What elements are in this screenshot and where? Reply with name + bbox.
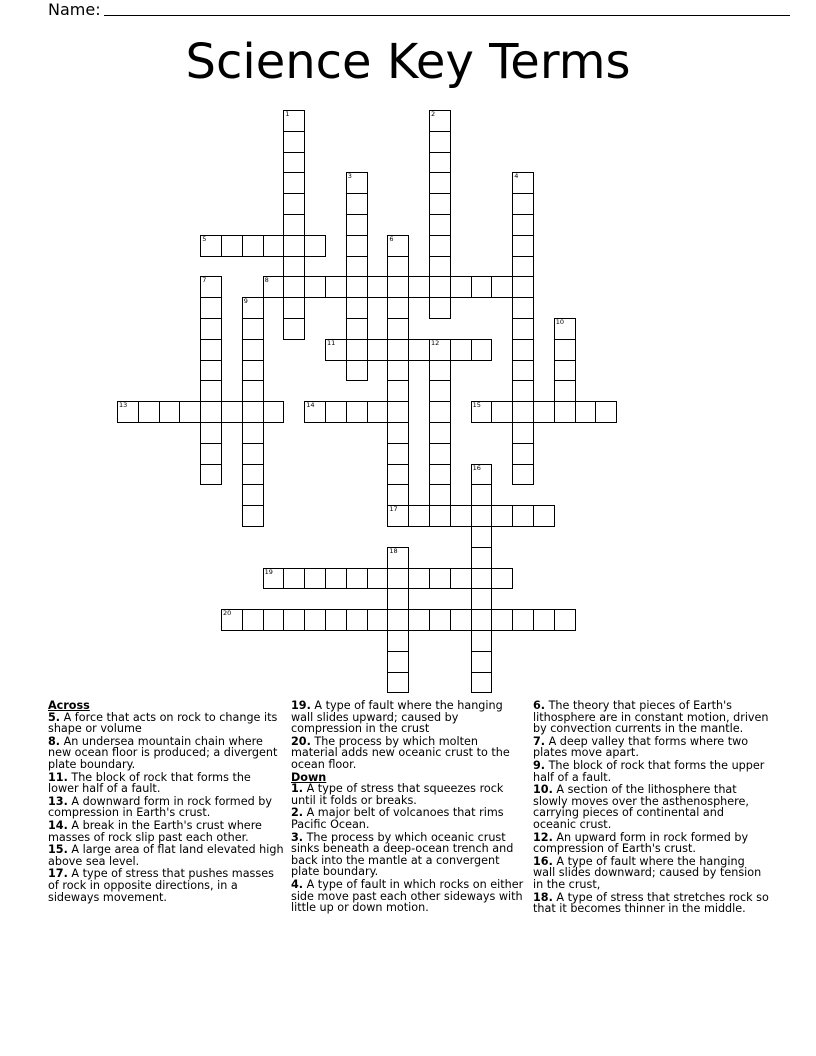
- crossword-cell[interactable]: [554, 380, 576, 402]
- clue-text: An upward form in rock formed by compression of Earth's crust.: [533, 830, 749, 856]
- crossword-cell[interactable]: [325, 609, 347, 631]
- crossword-cell[interactable]: [408, 276, 430, 298]
- clue-text: A section of the lithosphere that slowly moves over the asthenosphere, carrying pieces of continental and oceanic crust.: [533, 783, 749, 831]
- crossword-cell[interactable]: [200, 318, 222, 340]
- crossword-cell[interactable]: [450, 339, 472, 361]
- crossword-cell[interactable]: [346, 172, 368, 194]
- crossword-cell[interactable]: [179, 401, 201, 423]
- clue-number: 12.: [533, 830, 553, 844]
- clue-number: 12: [431, 338, 440, 347]
- crossword-cell[interactable]: [512, 297, 534, 319]
- crossword-cell[interactable]: [429, 360, 451, 382]
- down-clue: [291, 832, 527, 878]
- clue-text: A type of stress that squeezes rock until it folds or breaks.: [291, 782, 504, 807]
- crossword-cell[interactable]: [512, 401, 534, 423]
- down-clue: [533, 736, 769, 759]
- crossword-cell[interactable]: [346, 193, 368, 215]
- crossword-cell[interactable]: [200, 339, 222, 361]
- crossword-cell[interactable]: [512, 214, 534, 236]
- crossword-cell[interactable]: [200, 235, 222, 257]
- clues-column-3: [533, 700, 769, 916]
- crossword-cell[interactable]: [429, 505, 451, 527]
- crossword-cell[interactable]: [471, 526, 493, 548]
- down-clue: [291, 783, 527, 806]
- crossword-cell[interactable]: [512, 172, 534, 194]
- crossword-cell[interactable]: [387, 443, 409, 465]
- crossword-cell[interactable]: [429, 214, 451, 236]
- clue-number: 10: [555, 318, 565, 326]
- crossword-cell[interactable]: [325, 568, 347, 590]
- crossword-cell[interactable]: [429, 339, 451, 361]
- crossword-cell[interactable]: [304, 568, 326, 590]
- crossword-cell[interactable]: [387, 235, 409, 257]
- crossword-cell[interactable]: [408, 339, 430, 361]
- crossword-cell[interactable]: [512, 464, 534, 486]
- crossword-cell[interactable]: [367, 609, 389, 631]
- clue-number: 7.: [533, 734, 546, 748]
- clue-number: 8.: [48, 734, 61, 748]
- crossword-cell[interactable]: [387, 651, 409, 673]
- across-clue: [291, 700, 527, 735]
- crossword-cell[interactable]: [242, 443, 264, 465]
- crossword-cell[interactable]: [200, 464, 222, 486]
- crossword-cell[interactable]: [387, 360, 409, 382]
- crossword-cell[interactable]: [242, 422, 264, 444]
- clue-number: 5: [202, 234, 207, 243]
- clue-number: 19.: [291, 699, 311, 712]
- crossword-cell[interactable]: [554, 401, 576, 423]
- crossword-cell[interactable]: [471, 505, 493, 527]
- crossword-cell[interactable]: [387, 256, 409, 278]
- crossword-cell[interactable]: [159, 401, 181, 423]
- crossword-cell[interactable]: [387, 380, 409, 402]
- clue-number: 3.: [291, 830, 304, 844]
- crossword-cell[interactable]: [491, 276, 513, 298]
- across-clue: [48, 868, 284, 903]
- crossword-cell[interactable]: [242, 339, 264, 361]
- crossword-cell[interactable]: [200, 422, 222, 444]
- crossword-cell[interactable]: [242, 297, 264, 319]
- crossword-cell[interactable]: [263, 235, 285, 257]
- crossword-cell[interactable]: [533, 609, 555, 631]
- crossword-cell[interactable]: [429, 276, 451, 298]
- clue-number: 16.: [533, 854, 553, 868]
- crossword-cell[interactable]: [263, 609, 285, 631]
- crossword-cell[interactable]: [367, 276, 389, 298]
- crossword-cell[interactable]: [200, 380, 222, 402]
- clue-text: The block of rock that forms the lower half of a fault.: [48, 770, 251, 796]
- crossword-cell[interactable]: [429, 152, 451, 174]
- crossword-cell[interactable]: [283, 193, 305, 215]
- crossword-cell[interactable]: [242, 235, 264, 257]
- crossword-cell[interactable]: [471, 568, 493, 590]
- clue-number: 1.: [291, 782, 304, 796]
- clue-number: 16: [472, 463, 481, 472]
- crossword-cell[interactable]: [242, 401, 264, 423]
- crossword-cell[interactable]: [346, 276, 368, 298]
- clue-number: 10.: [533, 783, 553, 797]
- clue-number: 8: [264, 276, 269, 285]
- crossword-cell[interactable]: [325, 339, 347, 361]
- clue-text: A type of fault in which rocks on either side move past each other sideways with little up or down motion.: [291, 877, 524, 915]
- across-clue: [48, 820, 284, 843]
- crossword-cell[interactable]: [429, 380, 451, 402]
- down-clue: [533, 856, 769, 891]
- crossword-cell[interactable]: [429, 256, 451, 278]
- clue-text: A type of fault where the hanging wall slides downward; caused by tension in the crust,: [533, 854, 762, 891]
- crossword-cell[interactable]: [471, 588, 493, 610]
- clue-number: 17: [389, 505, 398, 514]
- clue-text: The process by which molten material adds new oceanic crust to the ocean floor.: [291, 734, 510, 771]
- crossword-cell[interactable]: [429, 401, 451, 423]
- down-clue: [533, 760, 769, 783]
- crossword-cell[interactable]: [512, 609, 534, 631]
- clue-text: A type of stress that pushes masses of rock in opposite directions, in a sideways movement.: [48, 867, 274, 904]
- crossword-cell[interactable]: [491, 401, 513, 423]
- crossword-cell[interactable]: [242, 609, 264, 631]
- crossword-cell[interactable]: [471, 609, 493, 631]
- crossword-cell[interactable]: [512, 276, 534, 298]
- crossword-cell[interactable]: [429, 609, 451, 631]
- crossword-cell[interactable]: [346, 235, 368, 257]
- clue-number: 15.: [48, 843, 68, 857]
- name-label: Name:: [48, 0, 101, 19]
- clue-text: A force that acts on rock to change its shape or volume: [48, 710, 278, 736]
- crossword-cell[interactable]: [429, 131, 451, 153]
- clue-text: A break in the Earth's crust where masses of rock slip past each other.: [48, 818, 262, 844]
- crossword-cell[interactable]: [387, 422, 409, 444]
- crossword-cell[interactable]: [200, 401, 222, 423]
- crossword-cell[interactable]: [429, 464, 451, 486]
- down-clue: [291, 879, 527, 914]
- crossword-cell[interactable]: [554, 609, 576, 631]
- crossword-cell[interactable]: [387, 568, 409, 590]
- crossword-cell[interactable]: [387, 630, 409, 652]
- crossword-cell[interactable]: [117, 401, 139, 423]
- crossword-cell[interactable]: [346, 297, 368, 319]
- clue-text: An undersea mountain chain where new ocean floor is produced; a divergent plate boundary.: [48, 734, 278, 771]
- crossword-cell[interactable]: [346, 360, 368, 382]
- crossword-cell[interactable]: [367, 339, 389, 361]
- crossword-cell[interactable]: [554, 360, 576, 382]
- crossword-cell[interactable]: [200, 360, 222, 382]
- down-clue: [533, 832, 769, 855]
- crossword-cell[interactable]: [138, 401, 160, 423]
- crossword-cell[interactable]: [346, 318, 368, 340]
- crossword-cell[interactable]: [304, 401, 326, 423]
- crossword-cell[interactable]: [387, 401, 409, 423]
- crossword-cell[interactable]: [408, 505, 430, 527]
- crossword-cell[interactable]: [512, 318, 534, 340]
- crossword-cell[interactable]: [283, 568, 305, 590]
- crossword-cell[interactable]: [283, 152, 305, 174]
- crossword-cell[interactable]: [346, 214, 368, 236]
- clue-number: 14.: [48, 818, 68, 832]
- clue-number: 11.: [48, 770, 68, 784]
- crossword-cell[interactable]: [387, 588, 409, 610]
- clue-number: 18: [389, 546, 398, 555]
- crossword-cell[interactable]: [512, 193, 534, 215]
- clue-number: 18.: [533, 890, 553, 904]
- across-clue: [48, 736, 284, 771]
- crossword-cell[interactable]: [367, 568, 389, 590]
- clue-number: 6: [389, 234, 394, 243]
- clue-number: 3: [347, 172, 352, 181]
- clue-number: 9.: [533, 758, 546, 772]
- crossword-cell[interactable]: [512, 505, 534, 527]
- clue-number: 2.: [291, 806, 304, 820]
- crossword-cell[interactable]: [387, 276, 409, 298]
- clue-number: 19: [264, 567, 273, 576]
- clues-column-1: [48, 700, 284, 904]
- across-clue: [48, 712, 284, 735]
- crossword-cell[interactable]: [491, 609, 513, 631]
- crossword-cell[interactable]: [512, 360, 534, 382]
- crossword-cell[interactable]: [304, 609, 326, 631]
- crossword-cell[interactable]: [283, 318, 305, 340]
- crossword-cell[interactable]: [242, 464, 264, 486]
- crossword-cell[interactable]: [471, 401, 493, 423]
- clue-text: A type of fault where the hanging wall slides upward; caused by compression in the crust: [291, 699, 503, 736]
- crossword-cell[interactable]: [283, 297, 305, 319]
- crossword-cell[interactable]: [429, 568, 451, 590]
- crossword-cell[interactable]: [429, 235, 451, 257]
- clue-number: 9: [243, 297, 248, 306]
- crossword-cell[interactable]: [242, 505, 264, 527]
- crossword-cell[interactable]: [429, 484, 451, 506]
- crossword-cell[interactable]: [491, 505, 513, 527]
- crossword-cell[interactable]: [221, 609, 243, 631]
- crossword-cell[interactable]: [575, 401, 597, 423]
- across-clue: [48, 796, 284, 819]
- crossword-cell[interactable]: [283, 172, 305, 194]
- crossword-cell[interactable]: [346, 339, 368, 361]
- clue-text: A type of stress that stretches rock so that it becomes thinner in the middle.: [533, 890, 769, 916]
- clue-number: 4: [514, 172, 519, 181]
- crossword-cell[interactable]: [387, 297, 409, 319]
- clue-number: 5.: [48, 710, 61, 724]
- page-title: Science Key Terms: [185, 34, 631, 90]
- clue-number: 1: [285, 110, 290, 118]
- crossword-cell[interactable]: [533, 505, 555, 527]
- crossword-cell[interactable]: [283, 214, 305, 236]
- across-clue: [48, 844, 284, 867]
- crossword-cell[interactable]: [471, 630, 493, 652]
- crossword-cell[interactable]: [387, 547, 409, 569]
- clue-number: 15: [472, 401, 481, 410]
- crossword-cell[interactable]: [450, 568, 472, 590]
- crossword-cell[interactable]: [304, 235, 326, 257]
- clue-number: 20: [223, 609, 232, 618]
- crossword-cell[interactable]: [283, 256, 305, 278]
- crossword-cell[interactable]: [512, 339, 534, 361]
- crossword-cell[interactable]: [200, 297, 222, 319]
- clue-text: The block of rock that forms the upper half of a fault.: [533, 758, 765, 784]
- crossword-cell[interactable]: [491, 568, 513, 590]
- clue-number: 13.: [48, 794, 68, 808]
- down-heading: Down: [291, 770, 327, 784]
- crossword-cell[interactable]: [283, 110, 305, 132]
- crossword-cell[interactable]: [471, 651, 493, 673]
- crossword-cell[interactable]: [283, 276, 305, 298]
- crossword-cell[interactable]: [471, 276, 493, 298]
- crossword-cell[interactable]: [387, 609, 409, 631]
- crossword-cell[interactable]: [283, 131, 305, 153]
- clue-text: A large area of flat land elevated high above sea level.: [48, 843, 284, 868]
- crossword-cell[interactable]: [367, 401, 389, 423]
- crossword-cell[interactable]: [408, 568, 430, 590]
- crossword-cell[interactable]: [554, 339, 576, 361]
- crossword-cell[interactable]: [221, 401, 243, 423]
- crossword-cell[interactable]: [512, 380, 534, 402]
- crossword-cell[interactable]: [429, 443, 451, 465]
- crossword-cell[interactable]: [200, 443, 222, 465]
- crossword-cell[interactable]: [471, 672, 493, 694]
- crossword-cell[interactable]: [242, 318, 264, 340]
- crossword-cell[interactable]: [346, 256, 368, 278]
- crossword-cell[interactable]: [429, 297, 451, 319]
- clue-number: 4.: [291, 877, 304, 891]
- clue-number: 7: [202, 276, 207, 285]
- crossword-cell[interactable]: [533, 401, 555, 423]
- crossword-cell[interactable]: [387, 505, 409, 527]
- crossword-cell[interactable]: [242, 484, 264, 506]
- clue-number: 6.: [533, 699, 546, 712]
- across-clue: [48, 772, 284, 795]
- crossword-cell[interactable]: [387, 672, 409, 694]
- crossword-cell[interactable]: [429, 193, 451, 215]
- clue-text: A major belt of volcanoes that rims Pacific Ocean.: [291, 806, 504, 831]
- across-clue: [291, 736, 527, 771]
- crossword-cell[interactable]: [450, 609, 472, 631]
- crossword-cell[interactable]: [512, 443, 534, 465]
- down-clue: [291, 807, 527, 830]
- clues-column-2: [291, 700, 527, 915]
- crossword-cell[interactable]: [242, 360, 264, 382]
- crossword-cell[interactable]: [263, 401, 285, 423]
- crossword-cell[interactable]: [283, 609, 305, 631]
- clue-number: 20.: [291, 734, 311, 748]
- crossword-cell[interactable]: [325, 276, 347, 298]
- across-heading: Across: [48, 699, 90, 712]
- clue-text: The theory that pieces of Earth's lithosphere are in constant motion, driven by convection currents in the mantle.: [533, 699, 769, 736]
- crossword-cell[interactable]: [387, 464, 409, 486]
- down-clue: [533, 784, 769, 830]
- clue-text: The process by which oceanic crust sinks beneath a deep-ocean trench and back into the mantle at a convergent plate boundary.: [291, 830, 514, 879]
- clue-number: 17.: [48, 867, 68, 881]
- crossword-cell[interactable]: [325, 401, 347, 423]
- clue-text: A downward form in rock formed by compression in Earth's crust.: [48, 794, 272, 820]
- crossword-cell[interactable]: [304, 276, 326, 298]
- crossword-cell[interactable]: [429, 110, 451, 132]
- clue-number: 2: [431, 110, 436, 118]
- down-clue: [533, 892, 769, 915]
- clue-text: A deep valley that forms where two plates move apart.: [533, 734, 749, 760]
- crossword-cell[interactable]: [471, 547, 493, 569]
- crossword-cell[interactable]: [554, 318, 576, 340]
- clue-number: 11: [327, 338, 336, 347]
- crossword-cell[interactable]: [387, 318, 409, 340]
- clue-number: 13: [119, 401, 128, 410]
- crossword-cell[interactable]: [471, 484, 493, 506]
- crossword-cell[interactable]: [283, 235, 305, 257]
- crossword-cell[interactable]: [221, 235, 243, 257]
- crossword-cell[interactable]: [471, 464, 493, 486]
- crossword-cell[interactable]: [429, 422, 451, 444]
- down-clue: [533, 700, 769, 735]
- crossword-cell[interactable]: [387, 484, 409, 506]
- crossword-cell[interactable]: [450, 276, 472, 298]
- crossword-cell[interactable]: [263, 568, 285, 590]
- crossword-cell[interactable]: [346, 609, 368, 631]
- crossword-cell[interactable]: [200, 276, 222, 298]
- crossword-cell[interactable]: [471, 339, 493, 361]
- crossword-cell[interactable]: [512, 422, 534, 444]
- clue-number: 14: [306, 401, 315, 410]
- crossword-cell[interactable]: [429, 172, 451, 194]
- crossword-cell[interactable]: [263, 276, 285, 298]
- crossword-cell[interactable]: [346, 401, 368, 423]
- crossword-cell[interactable]: [408, 609, 430, 631]
- crossword-cell[interactable]: [387, 339, 409, 361]
- crossword-cell[interactable]: [512, 256, 534, 278]
- crossword-cell[interactable]: [346, 568, 368, 590]
- crossword-cell[interactable]: [595, 401, 617, 423]
- crossword-cell[interactable]: [242, 380, 264, 402]
- crossword-cell[interactable]: [512, 235, 534, 257]
- crossword-cell[interactable]: [450, 505, 472, 527]
